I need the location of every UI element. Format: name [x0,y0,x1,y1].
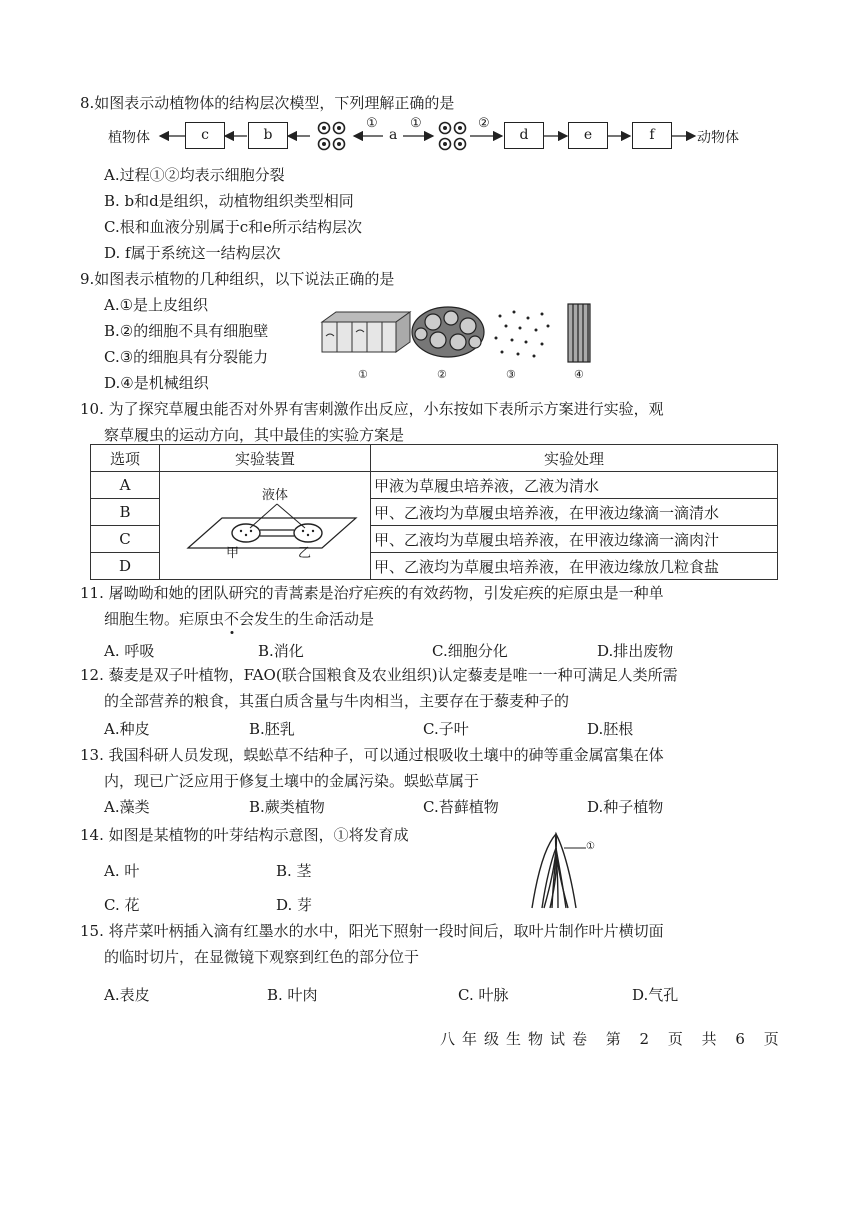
tissue-label-4: ④ [574,368,584,381]
q8-diagram [0,118,860,158]
q11-option-b: B.消化 [258,642,304,660]
header-procedure: 实验处理 [371,445,778,472]
q8-option-d: D. f属于系统这一结构层次 [104,244,281,262]
q11-stem-line2 [104,608,374,629]
q13-option-d: D.种子植物 [587,798,664,816]
row-procedure: 甲液为草履虫培养液，乙液为清水 [371,472,778,499]
apparatus-jia-label: 甲 [226,546,240,561]
box-e: e [568,122,608,149]
cell-cluster-right [440,123,466,150]
q13-stem-line1: 13. 我国科研人员发现，蜈蚣草不结种子，可以通过根吸收土壤中的砷等重金属富集在体 [80,746,664,764]
q14-option-d: D. 芽 [276,896,313,914]
q11-option-d: D.排出废物 [597,642,674,660]
apparatus-yi-label: 乙 [298,546,312,561]
q11-option-a: A. 呼吸 [104,642,155,660]
q10-stem-line1: 10. 为了探究草履虫能否对外界有害刺激作出反应，小东按如下表所示方案进行实验，观 [80,400,664,418]
q15-stem-line1: 15. 将芹菜叶柄插入滴有红墨水的水中，阳光下照射一段时间后，取叶片制作叶片横切面 [80,922,664,940]
q12-option-a: A.种皮 [104,720,150,738]
apparatus-liquid-label: 液体 [262,488,289,503]
q11-stem-pre: 细胞生物。疟原虫 [104,610,225,628]
box-c: c [185,122,225,149]
q14-option-c: C. 花 [104,896,140,914]
tissue-label-1: ① [358,368,368,381]
q9-option-c: C.③的细胞具有分裂能力 [104,348,269,366]
cell-cluster-left [319,123,345,150]
row-option: D [91,553,160,580]
q9-stem: 9.如图表示植物的几种组织，以下说法正确的是 [80,270,395,288]
q11-emphasis: 不 [224,610,240,628]
q15-option-a: A.表皮 [104,986,150,1004]
row-option: C [91,526,160,553]
box-d: d [504,122,544,149]
leaf-bud-label: ① [586,841,595,852]
process1-left: ① [366,116,378,131]
row-option: B [91,499,160,526]
q12-stem-line1: 12. 藜麦是双子叶植物，FAO(联合国粮食及农业组织)认定藜麦是唯一一种可满足人类所需 [80,666,678,684]
box-f: f [632,122,672,149]
box-b: b [248,122,288,149]
table-row [91,472,778,499]
q11-stem-post: 会发生的生命活动是 [239,610,375,628]
q11-option-c: C.细胞分化 [432,642,508,660]
tissue-4-image [568,304,590,362]
row-procedure: 甲、乙液均为草履虫培养液，在甲液边缘放几粒食盐 [371,553,778,580]
q12-option-c: C.子叶 [423,720,469,738]
animal-label: 动物体 [697,130,739,146]
tissue-3-image [495,311,550,358]
q12-option-d: D.胚根 [587,720,634,738]
q12-stem-line2: 的全部营养的粮食，其蛋白质含量与牛肉相当，主要存在于藜麦种子的 [104,692,570,710]
q15-option-b: B. 叶肉 [267,986,318,1004]
q13-option-c: C.苔藓植物 [423,798,499,816]
q8-option-a: A.过程①②均表示细胞分裂 [104,166,285,184]
label-a: a [389,127,398,143]
page-footer: 八年级生物试卷 第 2 页 共 6 页 [440,1030,786,1048]
apparatus-cell [160,472,371,580]
q8-option-b: B. b和d是组织，动植物组织类型相同 [104,192,354,210]
tissue-label-2: ② [437,368,447,381]
row-procedure: 甲、乙液均为草履虫培养液，在甲液边缘滴一滴肉汁 [371,526,778,553]
q9-option-d: D.④是机械组织 [104,374,209,392]
tissue-2-image [412,307,484,357]
row-procedure: 甲、乙液均为草履虫培养液，在甲液边缘滴一滴清水 [371,499,778,526]
process2: ② [478,116,490,131]
plant-label: 植物体 [108,130,150,146]
q10-stem-line2: 察草履虫的运动方向，其中最佳的实验方案是 [104,426,405,444]
q13-option-a: A.藻类 [104,798,150,816]
process1-right: ① [410,116,422,131]
q9-tissue-images [318,300,618,370]
q8-stem: 8.如图表示动植物体的结构层次模型，下列理解正确的是 [80,94,455,112]
q11-stem-line1: 11. 屠呦呦和她的团队研究的青蒿素是治疗疟疾的有效药物，引发疟疾的疟原虫是一种单 [80,584,664,602]
q14-option-a: A. 叶 [104,862,140,880]
header-apparatus: 实验装置 [160,445,371,472]
q13-option-b: B.蕨类植物 [249,798,325,816]
q9-option-b: B.②的细胞不具有细胞壁 [104,322,269,340]
header-option: 选项 [91,445,160,472]
q14-stem: 14. 如图是某植物的叶芽结构示意图，①将发育成 [80,826,409,844]
q14-option-b: B. 茎 [276,862,312,880]
q15-stem-line2: 的临时切片，在显微镜下观察到红色的部分位于 [104,948,420,966]
row-option: A [91,472,160,499]
q10-table [90,444,778,580]
tissue-1-image [322,312,410,352]
q8-option-c: C.根和血液分别属于c和e所示结构层次 [104,218,362,236]
q9-option-a: A.①是上皮组织 [104,296,209,314]
q15-option-c: C. 叶脉 [458,986,509,1004]
q13-stem-line2: 内，现已广泛应用于修复土壤中的金属污染。蜈蚣草属于 [104,772,480,790]
q15-option-d: D.气孔 [632,986,679,1004]
q12-option-b: B.胚乳 [249,720,295,738]
table-header-row [91,445,778,472]
tissue-label-3: ③ [506,368,516,381]
